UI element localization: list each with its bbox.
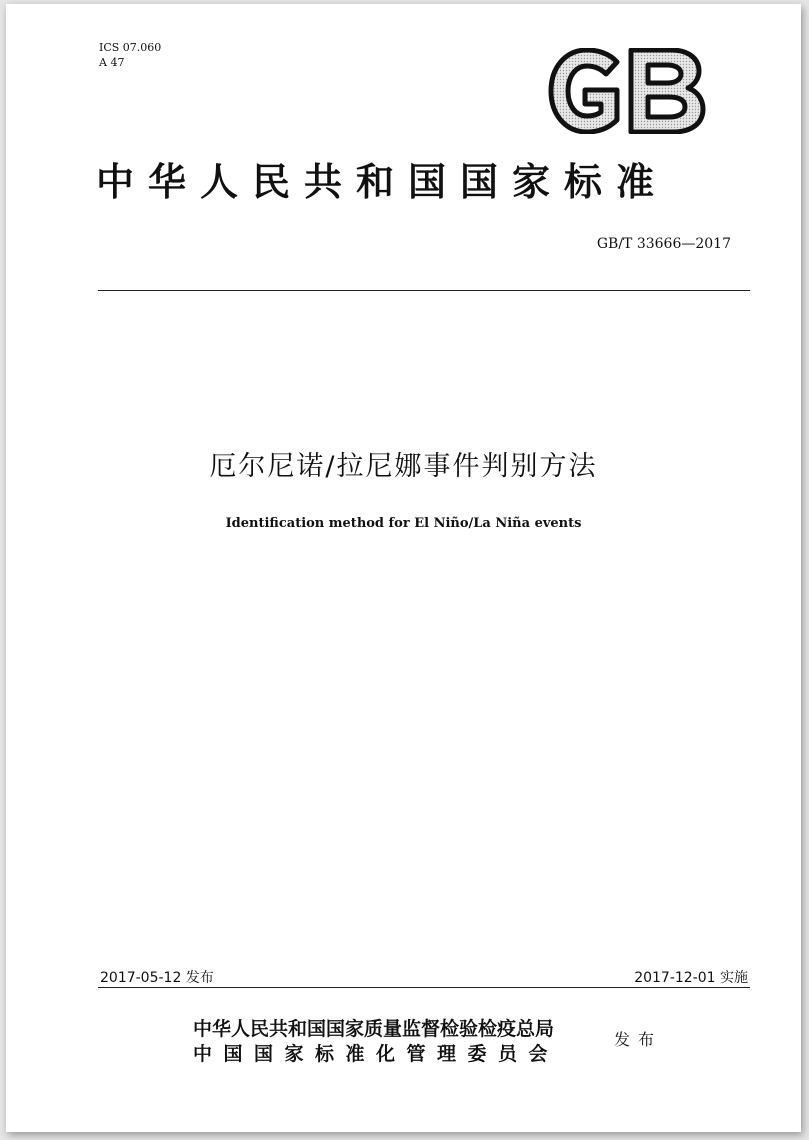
issuer-aqsiq: 中华人民共和国国家质量监督检验检疫总局 [193, 1018, 555, 1040]
issuer-sac: 中国国家标准化管理委员会 [193, 1043, 560, 1065]
standard-cover-page [6, 4, 801, 1132]
ics-code: ICS 07.060 [99, 41, 162, 54]
publish-label: 发布 [614, 1030, 663, 1049]
document-title-cn: 厄尔尼诺/拉尼娜事件判别方法 [209, 451, 598, 482]
gb-logo-icon [547, 48, 707, 134]
implementation-date: 2017-12-01 实施 [634, 970, 748, 986]
classification-block [99, 40, 161, 70]
footer-divider [98, 987, 750, 988]
header-divider [98, 290, 750, 291]
standard-code: GB/T 33666—2017 [596, 236, 731, 252]
ccs-code: A 47 [99, 56, 125, 69]
document-title-en: Identification method for El Niño/La Niña events [225, 516, 582, 531]
issue-date: 2017-05-12 发布 [100, 970, 214, 986]
standard-body-title: 中华人民共和国国家标准 [96, 159, 669, 204]
